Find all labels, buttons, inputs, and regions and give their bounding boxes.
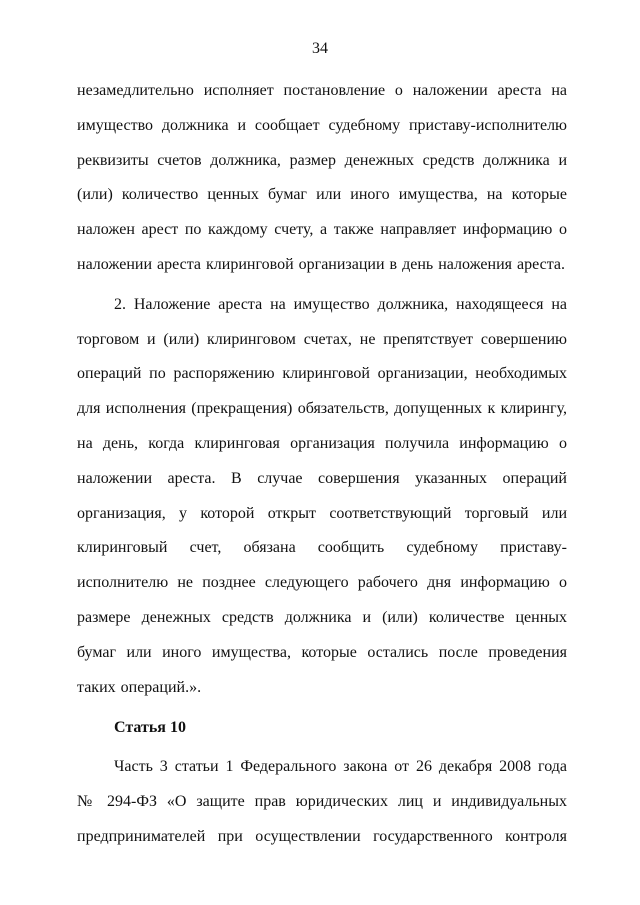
- paragraph-clause-2: 2. Наложение ареста на имущество должника, находящееся на торговом и (или) клиринговом счетах, не препятствует совершению операций по распоряжению клиринговой организации, необходимых для исполнения (прекращения) обязательств, допущенных к клирингу, на день, когда клиринговая организация получила информацию о наложении ареста. В случае совершения указанных операций организация, у которой открыт соответствующий торговый или клиринговый счет, обязана сообщить судебному приставу-исполнителю не позднее следующего рабочего дня информацию о размере денежных средств должника и (или) количестве ценных бумаг или иного имущества, которые остались после проведения таких операций.».: [77, 295, 567, 696]
- document-body: [77, 74, 567, 855]
- paragraph-article-10: Часть 3 статьи 1 Федерального закона от 26 декабря 2008 года № 294-ФЗ «О защите прав юридических лиц и индивидуальных предпринимателей при осуществлении государственного контроля: [77, 758, 567, 845]
- paragraph-continuation: незамедлительно исполняет постановление о наложении ареста на имущество должника и сообщает судебному приставу-исполнителю реквизиты счетов должника, размер денежных средств должника и (или) количество ценных бумаг или иного имущества, на которые наложен арест по каждому счету, а также направляет информацию о наложении ареста клиринговой организации в день наложения ареста.: [77, 82, 567, 273]
- page-number: 34: [312, 40, 328, 57]
- article-heading: Статья 10: [114, 719, 186, 737]
